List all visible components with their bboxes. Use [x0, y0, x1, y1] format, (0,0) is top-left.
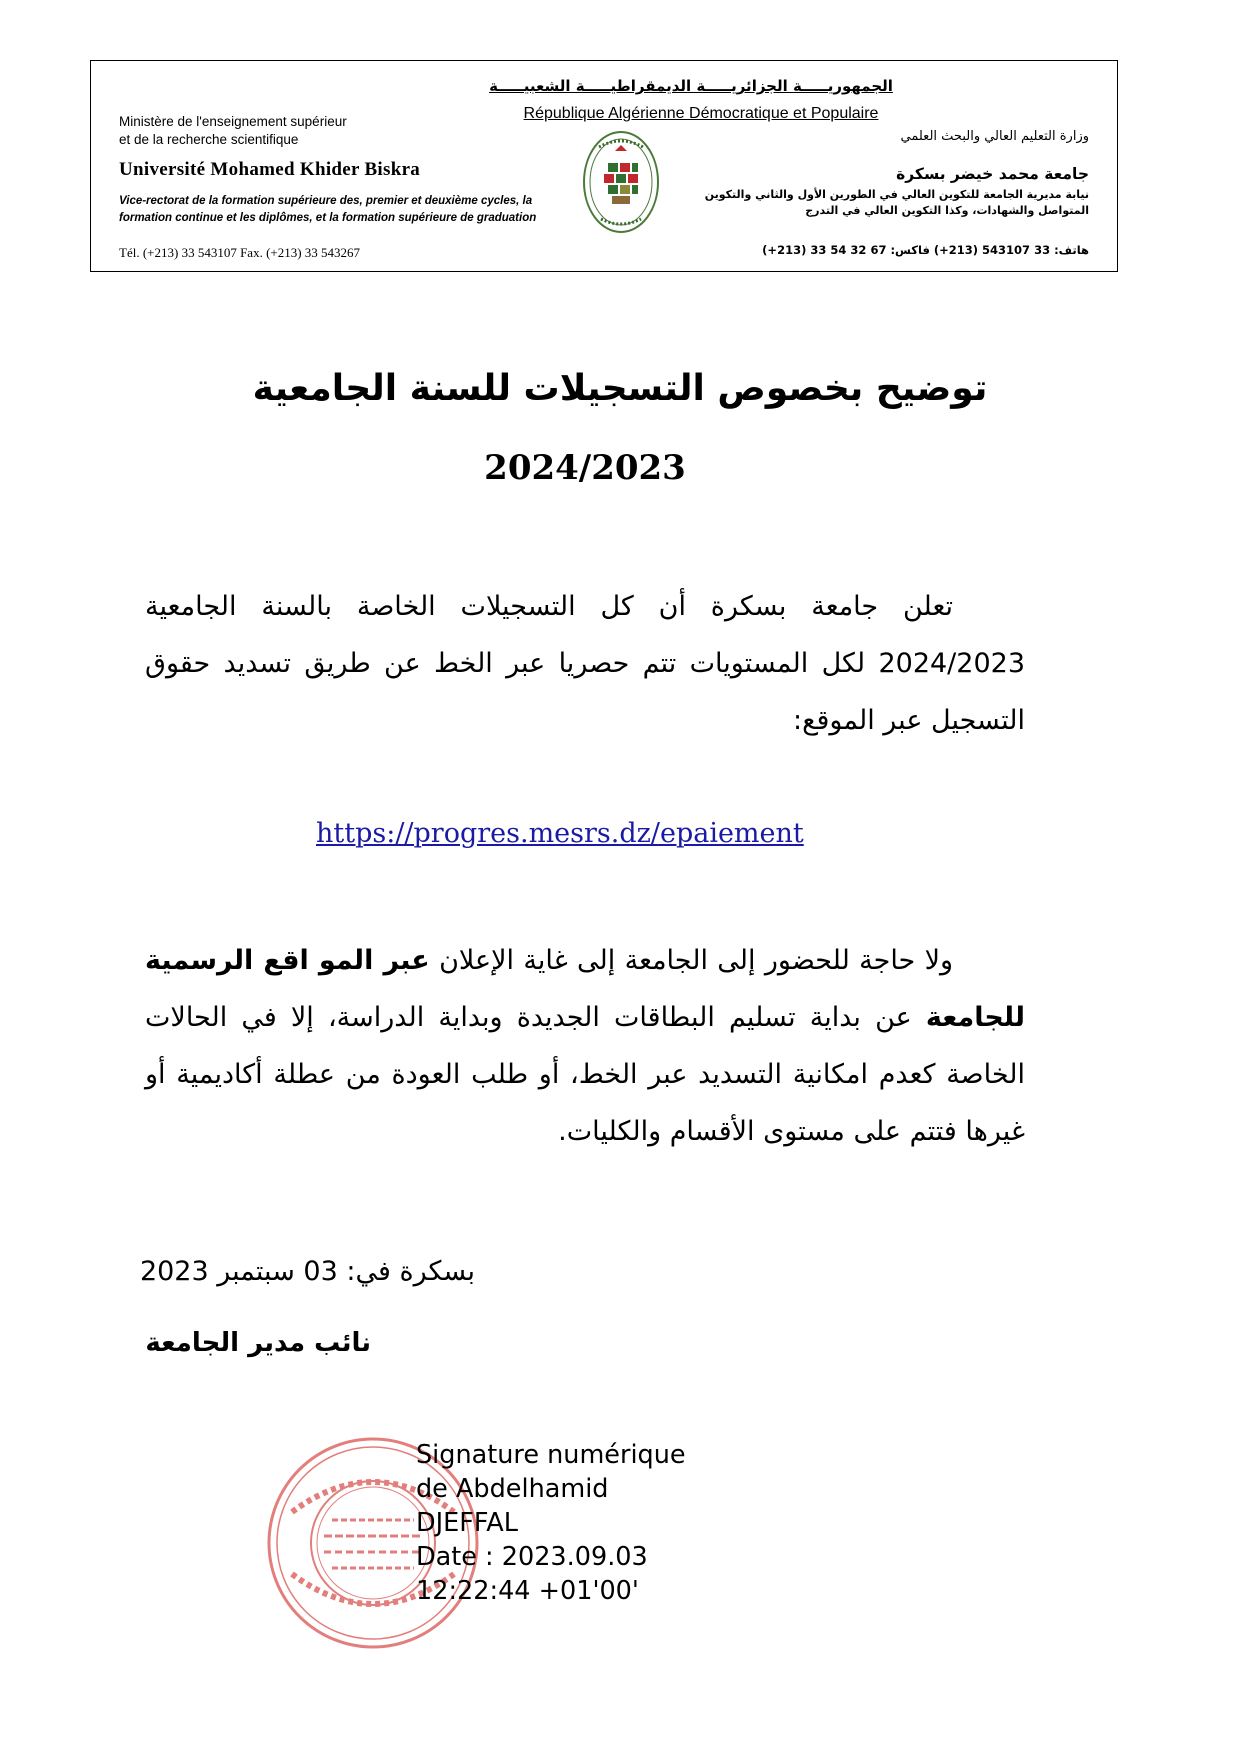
university-name-fr: Université Mohamed Khider Biskra: [119, 159, 421, 180]
ministry-fr-line1: Ministère de l'enseignement supérieur: [119, 114, 347, 129]
epaiement-link[interactable]: https://progres.mesrs.dz/epaiement: [316, 818, 804, 849]
notice-paragraph: [145, 932, 1025, 1160]
announcement-paragraph: تعلن جامعة بسكرة أن كل التسجيلات الخاصة بالسنة الجامعية 2024/2023 لكل المستويات تتم حصريا عبر الخط عن طريق تسديد حقوق التسجيل عبر الموقع:: [145, 591, 1025, 736]
letterhead: [90, 60, 1118, 272]
notice-part2: عن بداية تسليم البطاقات الجديدة وبداية الدراسة، إلا في الحالات الخاصة كعدم امكانية التسديد عبر الخط، أو طلب العودة من عطلة أكاديمية أو غيرها فتتم على مستوى الأقسام والكليات.: [145, 1002, 1025, 1147]
vice-rectorate-fr-line1: Vice-rectorat de la formation supérieure des, premier et deuxième cycles, la: [119, 195, 533, 207]
ministry-ar: وزارة التعليم العالي والبحث العلمي: [900, 129, 1089, 144]
signature-line-3: DJEFFAL: [416, 1508, 518, 1538]
vice-rectorate-fr: [119, 193, 589, 227]
university-emblem-icon: [581, 129, 661, 235]
vice-rectorate-ar: [669, 187, 1089, 219]
republic-title-ar: الجمهوريـــــة الجزائريـــــة الديمقراطيـــــة الشعبيـــــة: [489, 77, 893, 95]
signature-line-2: de Abdelhamid: [416, 1474, 609, 1504]
ministry-fr-line2: et de la recherche scientifique: [119, 132, 299, 147]
tel-fax-ar: هاتف: 33 543107 (213+) فاكس: 67 32 54 33 (213+): [762, 243, 1089, 257]
digital-signature: [416, 1438, 686, 1608]
ministry-fr: [119, 113, 419, 149]
university-name-ar: جامعة محمد خيضر بسكرة: [896, 165, 1089, 183]
signature-line-4: Date : 2023.09.03: [416, 1542, 648, 1572]
vice-rectorate-ar-line1: نيابة مديرية الجامعة للتكوين العالي في الطورين الأول والثاني والتكوين: [704, 188, 1089, 201]
signer-title: نائب مدير الجامعة: [145, 1328, 371, 1358]
signature-line-5: 12:22:44 +01'00': [416, 1576, 639, 1606]
vice-rectorate-fr-line2: formation continue et les diplômes, et la formation supérieure de graduation: [119, 212, 537, 224]
vice-rectorate-ar-line2: المتواصل والشهادات، وكذا التكوين العالي في التدرج: [805, 204, 1089, 217]
document-title: توضيح بخصوص التسجيلات للسنة الجامعية: [252, 368, 988, 409]
tel-fax-fr: Tél. (+213) 33 543107 Fax. (+213) 33 543267: [119, 245, 361, 260]
document-title-year: 2024/2023: [484, 448, 686, 488]
notice-bold-phrase: عبر المو اقع الرسمية للجامعة: [145, 945, 1025, 1033]
date-line: بسكرة في: 03 سبتمبر 2023: [139, 1256, 475, 1287]
notice-part1: ولا حاجة للحضور إلى الجامعة إلى غاية الإعلان: [439, 945, 954, 976]
republic-title-fr: République Algérienne Démocratique et Populaire: [523, 105, 879, 122]
signature-line-1: Signature numérique: [416, 1440, 686, 1470]
